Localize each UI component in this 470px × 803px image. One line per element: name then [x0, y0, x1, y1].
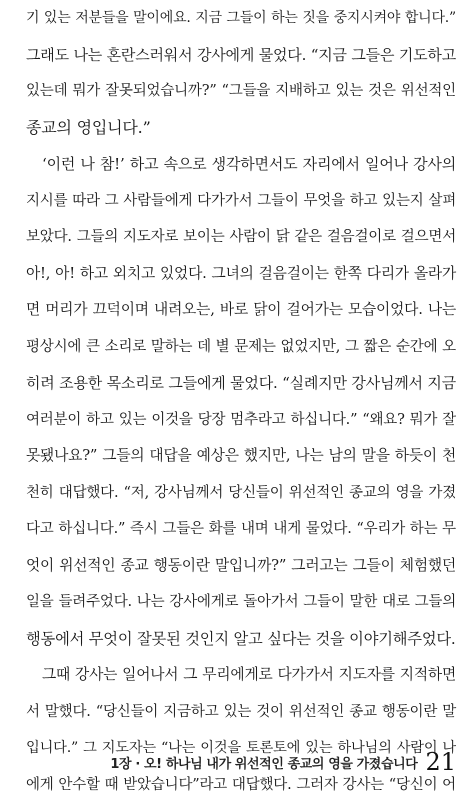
text-line: 기 있는 저분들을 말이에요. 지금 그들이 하는 짓을 중지시켜야 합니다.” — [26, 0, 456, 37]
text-line: 엇이 위선적인 종교 행동이란 말입니까?” 그러고는 그들이 체험했던 — [26, 548, 456, 585]
text-line: 입니다.” 그 지도자는 “나는 이것을 토론토에 있는 하나님의 사람이 나 — [26, 730, 456, 767]
text-line: 평상시에 큰 소리로 말하는 데 별 문제는 없었지만, 그 짧은 순간에 오 — [26, 329, 456, 366]
page-number: 21 — [425, 748, 456, 776]
text-line: 못됐나요?” 그들의 대답을 예상은 했지만, 나는 남의 말을 하듯이 천 — [26, 438, 456, 475]
text-line: 면 머리가 끄덕이며 내려오는, 바로 닭이 걸어가는 모습이었다. 나는 — [26, 292, 456, 329]
text-line: 행동에서 무엇이 잘못된 것인지 알고 싶다는 것을 이야기해주었다. — [26, 621, 456, 658]
text-line: 그래도 나는 혼란스러워서 강사에게 물었다. “지금 그들은 기도하고 — [26, 37, 456, 74]
body-text — [26, 0, 456, 803]
text-line: 다고 하십니다.” 즉시 그들은 화를 내며 내게 물었다. “우리가 하는 무 — [26, 511, 456, 548]
text-line: 서 말했다. “당신들이 지금하고 있는 것이 위선적인 종교 행동이란 말 — [26, 694, 456, 731]
text-line: 일을 들려주었다. 나는 강사에게로 돌아가서 그들이 말한 대로 그들의 — [26, 584, 456, 621]
text-line: 히려 조용한 목소리로 그들에게 물었다. “실례지만 강사님께서 지금 — [26, 365, 456, 402]
text-line: 지시를 따라 그 사람들에게 다가가서 그들이 무엇을 하고 있는지 살펴 — [26, 183, 456, 220]
text-line: 여러분이 하고 있는 이것을 당장 멈추라고 하십니다.” “왜요? 뭐가 잘 — [26, 402, 456, 439]
text-line: 보았다. 그들의 지도자로 보이는 사람이 닭 같은 걸음걸이로 걸으면서 — [26, 219, 456, 256]
text-line: 에게 안수할 때 받았습니다”라고 대답했다. 그러자 강사는 “당신이 어 — [26, 767, 456, 803]
text-line: 있는데 뭐가 잘못되었습니까?” “그들을 지배하고 있는 것은 위선적인 — [26, 73, 456, 110]
text-line: 아!, 아! 하고 외치고 있었다. 그녀의 걸음걸이는 한쪽 다리가 올라가 — [26, 256, 456, 293]
running-head: 1장 · 오! 하나님 내가 위선적인 종교의 영을 가졌습니다 — [110, 753, 417, 772]
text-line: 천히 대답했다. “저, 강사님께서 당신들이 위선적인 종교의 영을 가졌 — [26, 475, 456, 512]
text-line: 종교의 영입니다.” — [26, 110, 456, 147]
page-footer — [0, 745, 456, 779]
text-line: 그때 강사는 일어나서 그 무리에게로 다가가서 지도자를 지적하면 — [26, 657, 456, 694]
text-line: ‘이런 나 참!’ 하고 속으로 생각하면서도 자리에서 일어나 강사의 — [26, 146, 456, 183]
